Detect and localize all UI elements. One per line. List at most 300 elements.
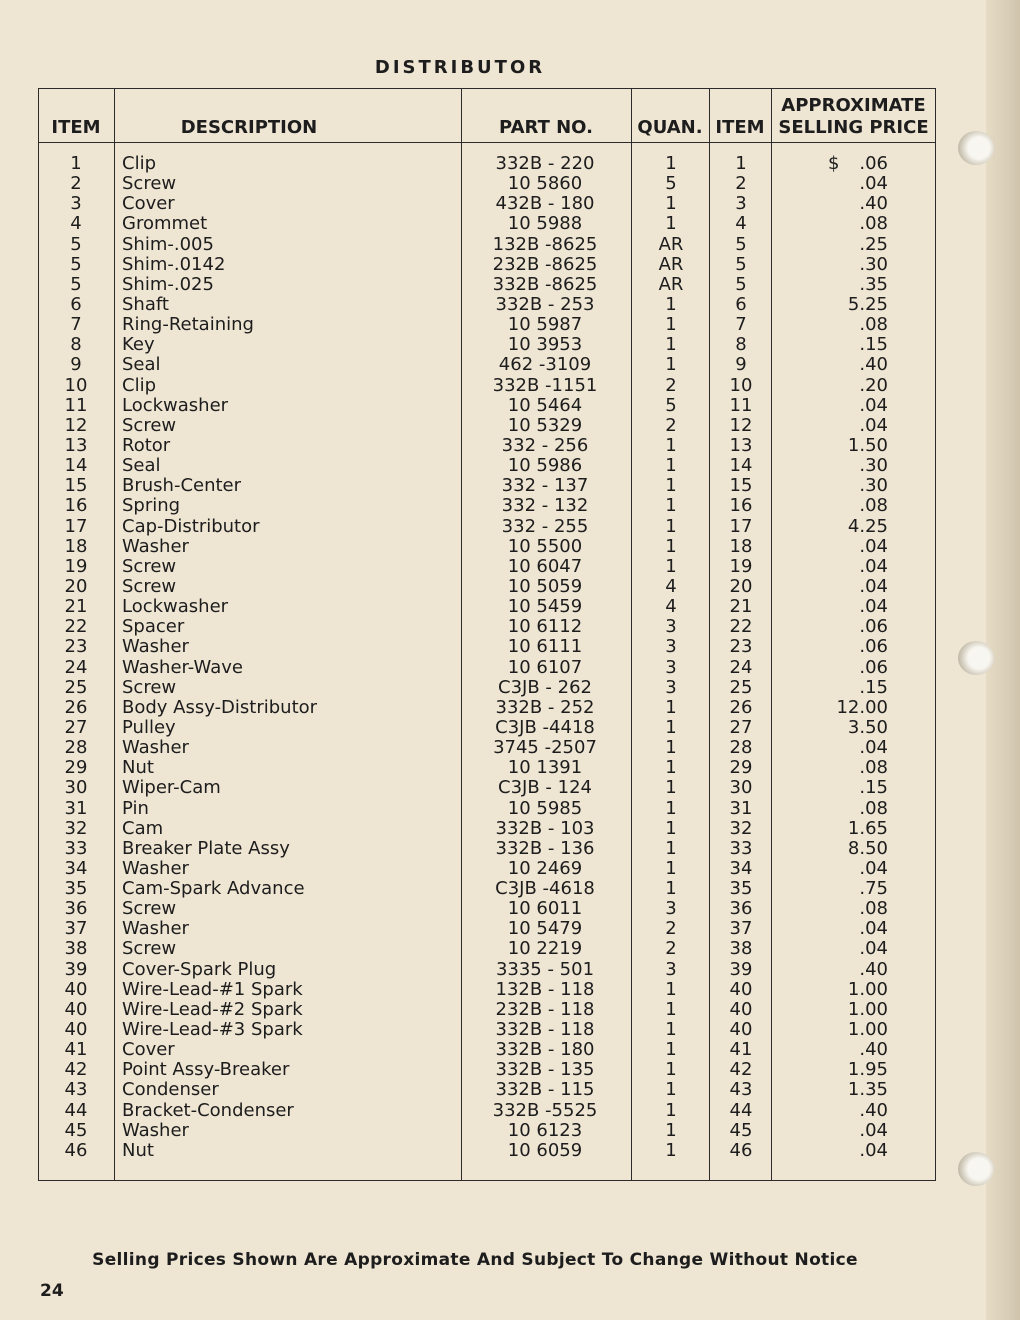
quantity-cell: 1 bbox=[665, 737, 677, 759]
quantity-cell: 5 bbox=[665, 394, 677, 416]
price-cell: .15 bbox=[859, 334, 888, 356]
description-cell: Screw bbox=[122, 575, 177, 597]
part-number-cell: 10 5988 bbox=[507, 213, 583, 235]
item-cell: 15 bbox=[64, 475, 88, 497]
part-number-cell: 10 6123 bbox=[507, 1119, 583, 1141]
item-repeat-cell: 39 bbox=[729, 958, 753, 980]
description-cell: Cam bbox=[122, 817, 164, 839]
description-cell: Spring bbox=[122, 495, 181, 517]
table-row bbox=[38, 355, 936, 375]
quantity-cell: 3 bbox=[665, 676, 677, 698]
quantity-cell: 1 bbox=[665, 495, 677, 517]
table-row bbox=[38, 275, 936, 295]
price-cell: .15 bbox=[859, 676, 888, 698]
item-cell: 29 bbox=[64, 757, 88, 779]
table-row bbox=[38, 718, 936, 738]
table-row bbox=[38, 235, 936, 255]
description-cell: Wire-Lead-#1 Spark bbox=[122, 978, 303, 1000]
table-row bbox=[38, 577, 936, 597]
part-number-cell: 10 1391 bbox=[507, 757, 583, 779]
item-cell: 23 bbox=[64, 636, 88, 658]
description-cell: Washer bbox=[122, 737, 189, 759]
price-cell: .08 bbox=[859, 898, 888, 920]
part-number-cell: 332B - 252 bbox=[495, 696, 595, 718]
header-description: DESCRIPTION bbox=[180, 117, 318, 138]
table-row bbox=[38, 194, 936, 214]
description-cell: Grommet bbox=[122, 213, 208, 235]
item-repeat-cell: 37 bbox=[729, 918, 753, 940]
price-cell: 1.00 bbox=[847, 1019, 888, 1041]
price-cell: .75 bbox=[859, 878, 888, 900]
price-cell: 3.50 bbox=[847, 716, 888, 738]
item-repeat-cell: 12 bbox=[729, 414, 753, 436]
price-cell: .08 bbox=[859, 757, 888, 779]
item-repeat-cell: 5 bbox=[735, 273, 747, 295]
description-cell: Clip bbox=[122, 153, 156, 174]
quantity-cell: 1 bbox=[665, 334, 677, 356]
item-cell: 14 bbox=[64, 455, 88, 477]
item-repeat-cell: 26 bbox=[729, 696, 753, 718]
item-cell: 24 bbox=[64, 656, 88, 678]
item-cell: 7 bbox=[70, 314, 82, 336]
price-cell: 5.25 bbox=[847, 293, 888, 315]
footer-note: Selling Prices Shown Are Approximate And Subject To Change Without Notice bbox=[92, 1250, 858, 1270]
price-cell: .08 bbox=[859, 213, 888, 235]
quantity-cell: 1 bbox=[665, 1139, 677, 1161]
description-cell: Lockwasher bbox=[122, 596, 229, 618]
item-cell: 12 bbox=[64, 414, 88, 436]
part-number-cell: 10 5987 bbox=[507, 314, 583, 336]
table-row bbox=[38, 1080, 936, 1100]
part-number-cell: 3335 - 501 bbox=[495, 958, 595, 980]
part-number-cell: 462 -3109 bbox=[498, 354, 592, 376]
quantity-cell: 1 bbox=[665, 515, 677, 537]
table-row bbox=[38, 738, 936, 758]
description-cell: Breaker Plate Assy bbox=[122, 837, 290, 859]
binder-hole-top bbox=[958, 131, 994, 165]
description-cell: Shim-.005 bbox=[122, 233, 214, 255]
price-cell: .04 bbox=[859, 737, 888, 759]
description-cell: Shim-.0142 bbox=[122, 253, 226, 275]
quantity-cell: 1 bbox=[665, 817, 677, 839]
table-row bbox=[38, 698, 936, 718]
currency-symbol: $ bbox=[828, 153, 840, 174]
part-number-cell: C3JB -4618 bbox=[495, 878, 595, 900]
part-number-cell: 10 5464 bbox=[507, 394, 583, 416]
price-cell: .40 bbox=[859, 958, 888, 980]
part-number-cell: 10 2469 bbox=[507, 857, 583, 879]
item-cell: 34 bbox=[64, 857, 88, 879]
item-repeat-cell: 18 bbox=[729, 535, 753, 557]
part-number-cell: 10 5059 bbox=[507, 575, 583, 597]
item-repeat-cell: 40 bbox=[729, 1019, 753, 1041]
description-cell: Wire-Lead-#3 Spark bbox=[122, 1019, 303, 1041]
part-number-cell: 332B - 220 bbox=[495, 153, 595, 174]
quantity-cell: 1 bbox=[665, 1079, 677, 1101]
part-number-cell: C3JB -4418 bbox=[495, 716, 595, 738]
table-row bbox=[38, 960, 936, 980]
item-cell: 33 bbox=[64, 837, 88, 859]
item-cell: 42 bbox=[64, 1059, 88, 1081]
item-cell: 16 bbox=[64, 495, 88, 517]
part-number-cell: 332B - 180 bbox=[495, 1039, 595, 1061]
price-cell: .35 bbox=[859, 273, 888, 295]
table-row bbox=[38, 919, 936, 939]
price-cell: 1.00 bbox=[847, 998, 888, 1020]
item-repeat-cell: 13 bbox=[729, 434, 753, 456]
price-cell: .04 bbox=[859, 596, 888, 618]
part-number-cell: 332B - 115 bbox=[495, 1079, 595, 1101]
description-cell: Condenser bbox=[122, 1079, 219, 1101]
description-cell: Key bbox=[122, 334, 155, 356]
item-repeat-cell: 9 bbox=[735, 354, 747, 376]
description-cell: Shaft bbox=[122, 293, 169, 315]
table-row bbox=[38, 597, 936, 617]
item-repeat-cell: 34 bbox=[729, 857, 753, 879]
item-repeat-cell: 2 bbox=[735, 173, 747, 195]
description-cell: Washer-Wave bbox=[122, 656, 243, 678]
description-cell: Cover bbox=[122, 1039, 175, 1061]
table-row bbox=[38, 214, 936, 234]
quantity-cell: 2 bbox=[665, 374, 677, 396]
price-cell: .04 bbox=[859, 918, 888, 940]
item-repeat-cell: 35 bbox=[729, 878, 753, 900]
part-number-cell: 10 2219 bbox=[507, 938, 583, 960]
item-cell: 17 bbox=[64, 515, 88, 537]
item-repeat-cell: 6 bbox=[735, 293, 747, 315]
item-repeat-cell: 22 bbox=[729, 616, 753, 638]
price-cell: .04 bbox=[859, 1139, 888, 1161]
quantity-cell: 1 bbox=[665, 475, 677, 497]
price-cell: 12.00 bbox=[836, 696, 888, 718]
price-cell: .40 bbox=[859, 354, 888, 376]
item-cell: 25 bbox=[64, 676, 88, 698]
item-cell: 5 bbox=[70, 273, 82, 295]
quantity-cell: 1 bbox=[665, 1119, 677, 1141]
table-row bbox=[38, 255, 936, 275]
part-number-cell: 332B - 103 bbox=[495, 817, 595, 839]
part-number-cell: 10 3953 bbox=[507, 334, 583, 356]
item-cell: 22 bbox=[64, 616, 88, 638]
price-cell: 4.25 bbox=[847, 515, 888, 537]
part-number-cell: 10 6112 bbox=[507, 616, 583, 638]
part-number-cell: 132B - 118 bbox=[495, 978, 595, 1000]
quantity-cell: 1 bbox=[665, 455, 677, 477]
part-number-cell: 332 - 137 bbox=[501, 475, 589, 497]
price-cell: .08 bbox=[859, 495, 888, 517]
table-row bbox=[38, 174, 936, 194]
item-repeat-cell: 43 bbox=[729, 1079, 753, 1101]
part-number-cell: 10 6047 bbox=[507, 555, 583, 577]
part-number-cell: 10 6107 bbox=[507, 656, 583, 678]
quantity-cell: AR bbox=[658, 253, 684, 275]
item-repeat-cell: 5 bbox=[735, 233, 747, 255]
description-cell: Washer bbox=[122, 1119, 189, 1141]
price-cell: 8.50 bbox=[847, 837, 888, 859]
price-cell: .06 bbox=[859, 656, 888, 678]
quantity-cell: 1 bbox=[665, 153, 677, 174]
item-repeat-cell: 16 bbox=[729, 495, 753, 517]
description-cell: Ring-Retaining bbox=[122, 314, 254, 336]
part-number-cell: 10 5329 bbox=[507, 414, 583, 436]
description-cell: Spacer bbox=[122, 616, 185, 638]
item-repeat-cell: 20 bbox=[729, 575, 753, 597]
part-number-cell: C3JB - 124 bbox=[498, 777, 592, 799]
price-cell: .40 bbox=[859, 1039, 888, 1061]
item-cell: 30 bbox=[64, 777, 88, 799]
price-cell: .04 bbox=[859, 575, 888, 597]
item-repeat-cell: 11 bbox=[729, 394, 753, 416]
table-row bbox=[38, 1101, 936, 1121]
item-cell: 26 bbox=[64, 696, 88, 718]
table-row bbox=[38, 1020, 936, 1040]
part-number-cell: 10 5459 bbox=[507, 596, 583, 618]
part-number-cell: 10 6111 bbox=[507, 636, 583, 658]
item-cell: 43 bbox=[64, 1079, 88, 1101]
item-repeat-cell: 10 bbox=[729, 374, 753, 396]
description-cell: Washer bbox=[122, 918, 189, 940]
part-number-cell: 3745 -2507 bbox=[493, 737, 597, 759]
price-cell: .04 bbox=[859, 394, 888, 416]
part-number-cell: 10 6059 bbox=[507, 1139, 583, 1161]
table-row bbox=[38, 678, 936, 698]
table-row bbox=[38, 315, 936, 335]
price-cell: 1.95 bbox=[847, 1059, 888, 1081]
item-repeat-cell: 29 bbox=[729, 757, 753, 779]
item-cell: 41 bbox=[64, 1039, 88, 1061]
binder-hole-middle bbox=[958, 641, 994, 675]
quantity-cell: 1 bbox=[665, 293, 677, 315]
item-repeat-cell: 40 bbox=[729, 978, 753, 1000]
item-repeat-cell: 14 bbox=[729, 455, 753, 477]
part-number-cell: 332B - 118 bbox=[495, 1019, 595, 1041]
quantity-cell: 1 bbox=[665, 777, 677, 799]
item-cell: 20 bbox=[64, 575, 88, 597]
part-number-cell: 332 - 256 bbox=[501, 434, 589, 456]
part-number-cell: 10 5500 bbox=[507, 535, 583, 557]
binder-hole-bottom bbox=[958, 1152, 994, 1186]
quantity-cell: 1 bbox=[665, 1059, 677, 1081]
part-number-cell: 232B - 118 bbox=[495, 998, 595, 1020]
item-repeat-cell: 31 bbox=[729, 797, 753, 819]
page-number: 24 bbox=[40, 1281, 64, 1301]
quantity-cell: 1 bbox=[665, 1039, 677, 1061]
description-cell: Wire-Lead-#2 Spark bbox=[122, 998, 303, 1020]
item-repeat-cell: 19 bbox=[729, 555, 753, 577]
item-repeat-cell: 8 bbox=[735, 334, 747, 356]
item-cell: 5 bbox=[70, 253, 82, 275]
quantity-cell: 3 bbox=[665, 616, 677, 638]
table-row bbox=[38, 557, 936, 577]
item-repeat-cell: 42 bbox=[729, 1059, 753, 1081]
table-row bbox=[38, 778, 936, 798]
table-row bbox=[38, 517, 936, 537]
item-cell: 35 bbox=[64, 878, 88, 900]
quantity-cell: 4 bbox=[665, 575, 677, 597]
header-item: ITEM bbox=[51, 117, 101, 138]
quantity-cell: 1 bbox=[665, 354, 677, 376]
table-row bbox=[38, 416, 936, 436]
item-repeat-cell: 46 bbox=[729, 1139, 753, 1161]
item-repeat-cell: 15 bbox=[729, 475, 753, 497]
description-cell: Rotor bbox=[122, 434, 171, 456]
part-number-cell: 232B -8625 bbox=[492, 253, 598, 275]
price-cell: .40 bbox=[859, 193, 888, 215]
part-number-cell: 132B -8625 bbox=[492, 233, 598, 255]
item-cell: 19 bbox=[64, 555, 88, 577]
description-cell: Screw bbox=[122, 555, 177, 577]
description-cell: Washer bbox=[122, 535, 189, 557]
item-cell: 27 bbox=[64, 716, 88, 738]
quantity-cell: 5 bbox=[665, 173, 677, 195]
part-number-cell: 10 5986 bbox=[507, 455, 583, 477]
description-cell: Nut bbox=[122, 757, 154, 779]
price-cell: .04 bbox=[859, 414, 888, 436]
price-cell: .06 bbox=[859, 616, 888, 638]
item-repeat-cell: 30 bbox=[729, 777, 753, 799]
part-number-cell: 432B - 180 bbox=[495, 193, 595, 215]
description-cell: Shim-.025 bbox=[122, 273, 214, 295]
part-number-cell: 332B -1151 bbox=[492, 374, 598, 396]
description-cell: Pin bbox=[122, 797, 149, 819]
description-cell: Lockwasher bbox=[122, 394, 229, 416]
table-row bbox=[38, 879, 936, 899]
quantity-cell: 3 bbox=[665, 656, 677, 678]
quantity-cell: 1 bbox=[665, 998, 677, 1020]
item-repeat-cell: 45 bbox=[729, 1119, 753, 1141]
description-cell: Screw bbox=[122, 676, 177, 698]
page-title: DISTRIBUTOR bbox=[374, 57, 546, 78]
price-cell: .30 bbox=[859, 455, 888, 477]
item-repeat-cell: 38 bbox=[729, 938, 753, 960]
item-cell: 40 bbox=[64, 998, 88, 1020]
item-repeat-cell: 3 bbox=[735, 193, 747, 215]
item-cell: 31 bbox=[64, 797, 88, 819]
part-number-cell: 332B -8625 bbox=[492, 273, 598, 295]
price-cell: .06 bbox=[859, 636, 888, 658]
part-number-cell: 332 - 132 bbox=[501, 495, 589, 517]
item-cell: 11 bbox=[64, 394, 88, 416]
item-cell: 18 bbox=[64, 535, 88, 557]
price-cell: .08 bbox=[859, 314, 888, 336]
quantity-cell: 2 bbox=[665, 938, 677, 960]
price-cell: .04 bbox=[859, 1119, 888, 1141]
part-number-cell: 332 - 255 bbox=[501, 515, 589, 537]
description-cell: Seal bbox=[122, 354, 161, 376]
item-repeat-cell: 28 bbox=[729, 737, 753, 759]
quantity-cell: 1 bbox=[665, 857, 677, 879]
item-repeat-cell: 24 bbox=[729, 656, 753, 678]
price-cell: .04 bbox=[859, 173, 888, 195]
item-cell: 44 bbox=[64, 1099, 88, 1121]
table-row bbox=[38, 1040, 936, 1060]
price-cell: .20 bbox=[859, 374, 888, 396]
quantity-cell: 1 bbox=[665, 213, 677, 235]
price-cell: 1.00 bbox=[847, 978, 888, 1000]
item-repeat-cell: 21 bbox=[729, 596, 753, 618]
table-row bbox=[38, 939, 936, 959]
table-row bbox=[38, 758, 936, 778]
price-cell: 1.50 bbox=[847, 434, 888, 456]
price-cell: .04 bbox=[859, 555, 888, 577]
description-cell: Wiper-Cam bbox=[122, 777, 221, 799]
header-price-line2: SELLING PRICE bbox=[778, 117, 929, 138]
quantity-cell: 1 bbox=[665, 757, 677, 779]
quantity-cell: 1 bbox=[665, 878, 677, 900]
item-cell: 2 bbox=[70, 173, 82, 195]
table-row bbox=[38, 1141, 936, 1161]
table-row bbox=[38, 617, 936, 637]
price-cell: .04 bbox=[859, 857, 888, 879]
part-number-cell: 332B - 253 bbox=[495, 293, 595, 315]
description-cell: Point Assy-Breaker bbox=[122, 1059, 290, 1081]
quantity-cell: 1 bbox=[665, 716, 677, 738]
description-cell: Cap-Distributor bbox=[122, 515, 260, 537]
description-cell: Bracket-Condenser bbox=[122, 1099, 294, 1121]
table-row bbox=[38, 819, 936, 839]
quantity-cell: 2 bbox=[665, 414, 677, 436]
item-repeat-cell: 23 bbox=[729, 636, 753, 658]
price-cell: 1.65 bbox=[847, 817, 888, 839]
table-row bbox=[38, 496, 936, 516]
header-quantity: QUAN. bbox=[637, 117, 703, 138]
price-cell: 1.35 bbox=[847, 1079, 888, 1101]
quantity-cell: 1 bbox=[665, 555, 677, 577]
item-repeat-cell: 17 bbox=[729, 515, 753, 537]
item-cell: 8 bbox=[70, 334, 82, 356]
item-repeat-cell: 40 bbox=[729, 998, 753, 1020]
description-cell: Brush-Center bbox=[122, 475, 242, 497]
quantity-cell: 1 bbox=[665, 978, 677, 1000]
description-cell: Clip bbox=[122, 374, 156, 396]
part-number-cell: 332B - 136 bbox=[495, 837, 595, 859]
item-repeat-cell: 4 bbox=[735, 213, 747, 235]
description-cell: Seal bbox=[122, 455, 161, 477]
description-cell: Screw bbox=[122, 173, 177, 195]
quantity-cell: 3 bbox=[665, 636, 677, 658]
item-repeat-cell: 32 bbox=[729, 817, 753, 839]
quantity-cell: 1 bbox=[665, 1019, 677, 1041]
quantity-cell: 1 bbox=[665, 1099, 677, 1121]
table-row bbox=[38, 376, 936, 396]
table-row bbox=[38, 295, 936, 315]
part-number-cell: 10 5860 bbox=[507, 173, 583, 195]
quantity-cell: 1 bbox=[665, 837, 677, 859]
description-cell: Pulley bbox=[122, 716, 176, 738]
item-cell: 46 bbox=[64, 1139, 88, 1161]
item-repeat-cell: 44 bbox=[729, 1099, 753, 1121]
price-cell: .04 bbox=[859, 535, 888, 557]
item-repeat-cell: 36 bbox=[729, 898, 753, 920]
table-row bbox=[38, 859, 936, 879]
quantity-cell: 1 bbox=[665, 434, 677, 456]
item-repeat-cell: 33 bbox=[729, 837, 753, 859]
quantity-cell: 1 bbox=[665, 696, 677, 718]
price-cell: .30 bbox=[859, 253, 888, 275]
table-row bbox=[38, 476, 936, 496]
table-row bbox=[38, 637, 936, 657]
item-repeat-cell: 27 bbox=[729, 716, 753, 738]
price-cell: .30 bbox=[859, 475, 888, 497]
quantity-cell: AR bbox=[658, 233, 684, 255]
item-repeat-cell: 5 bbox=[735, 253, 747, 275]
table-row bbox=[38, 658, 936, 678]
price-cell: .15 bbox=[859, 777, 888, 799]
table-row bbox=[38, 839, 936, 859]
item-cell: 13 bbox=[64, 434, 88, 456]
item-cell: 28 bbox=[64, 737, 88, 759]
part-number-cell: C3JB - 262 bbox=[498, 676, 592, 698]
